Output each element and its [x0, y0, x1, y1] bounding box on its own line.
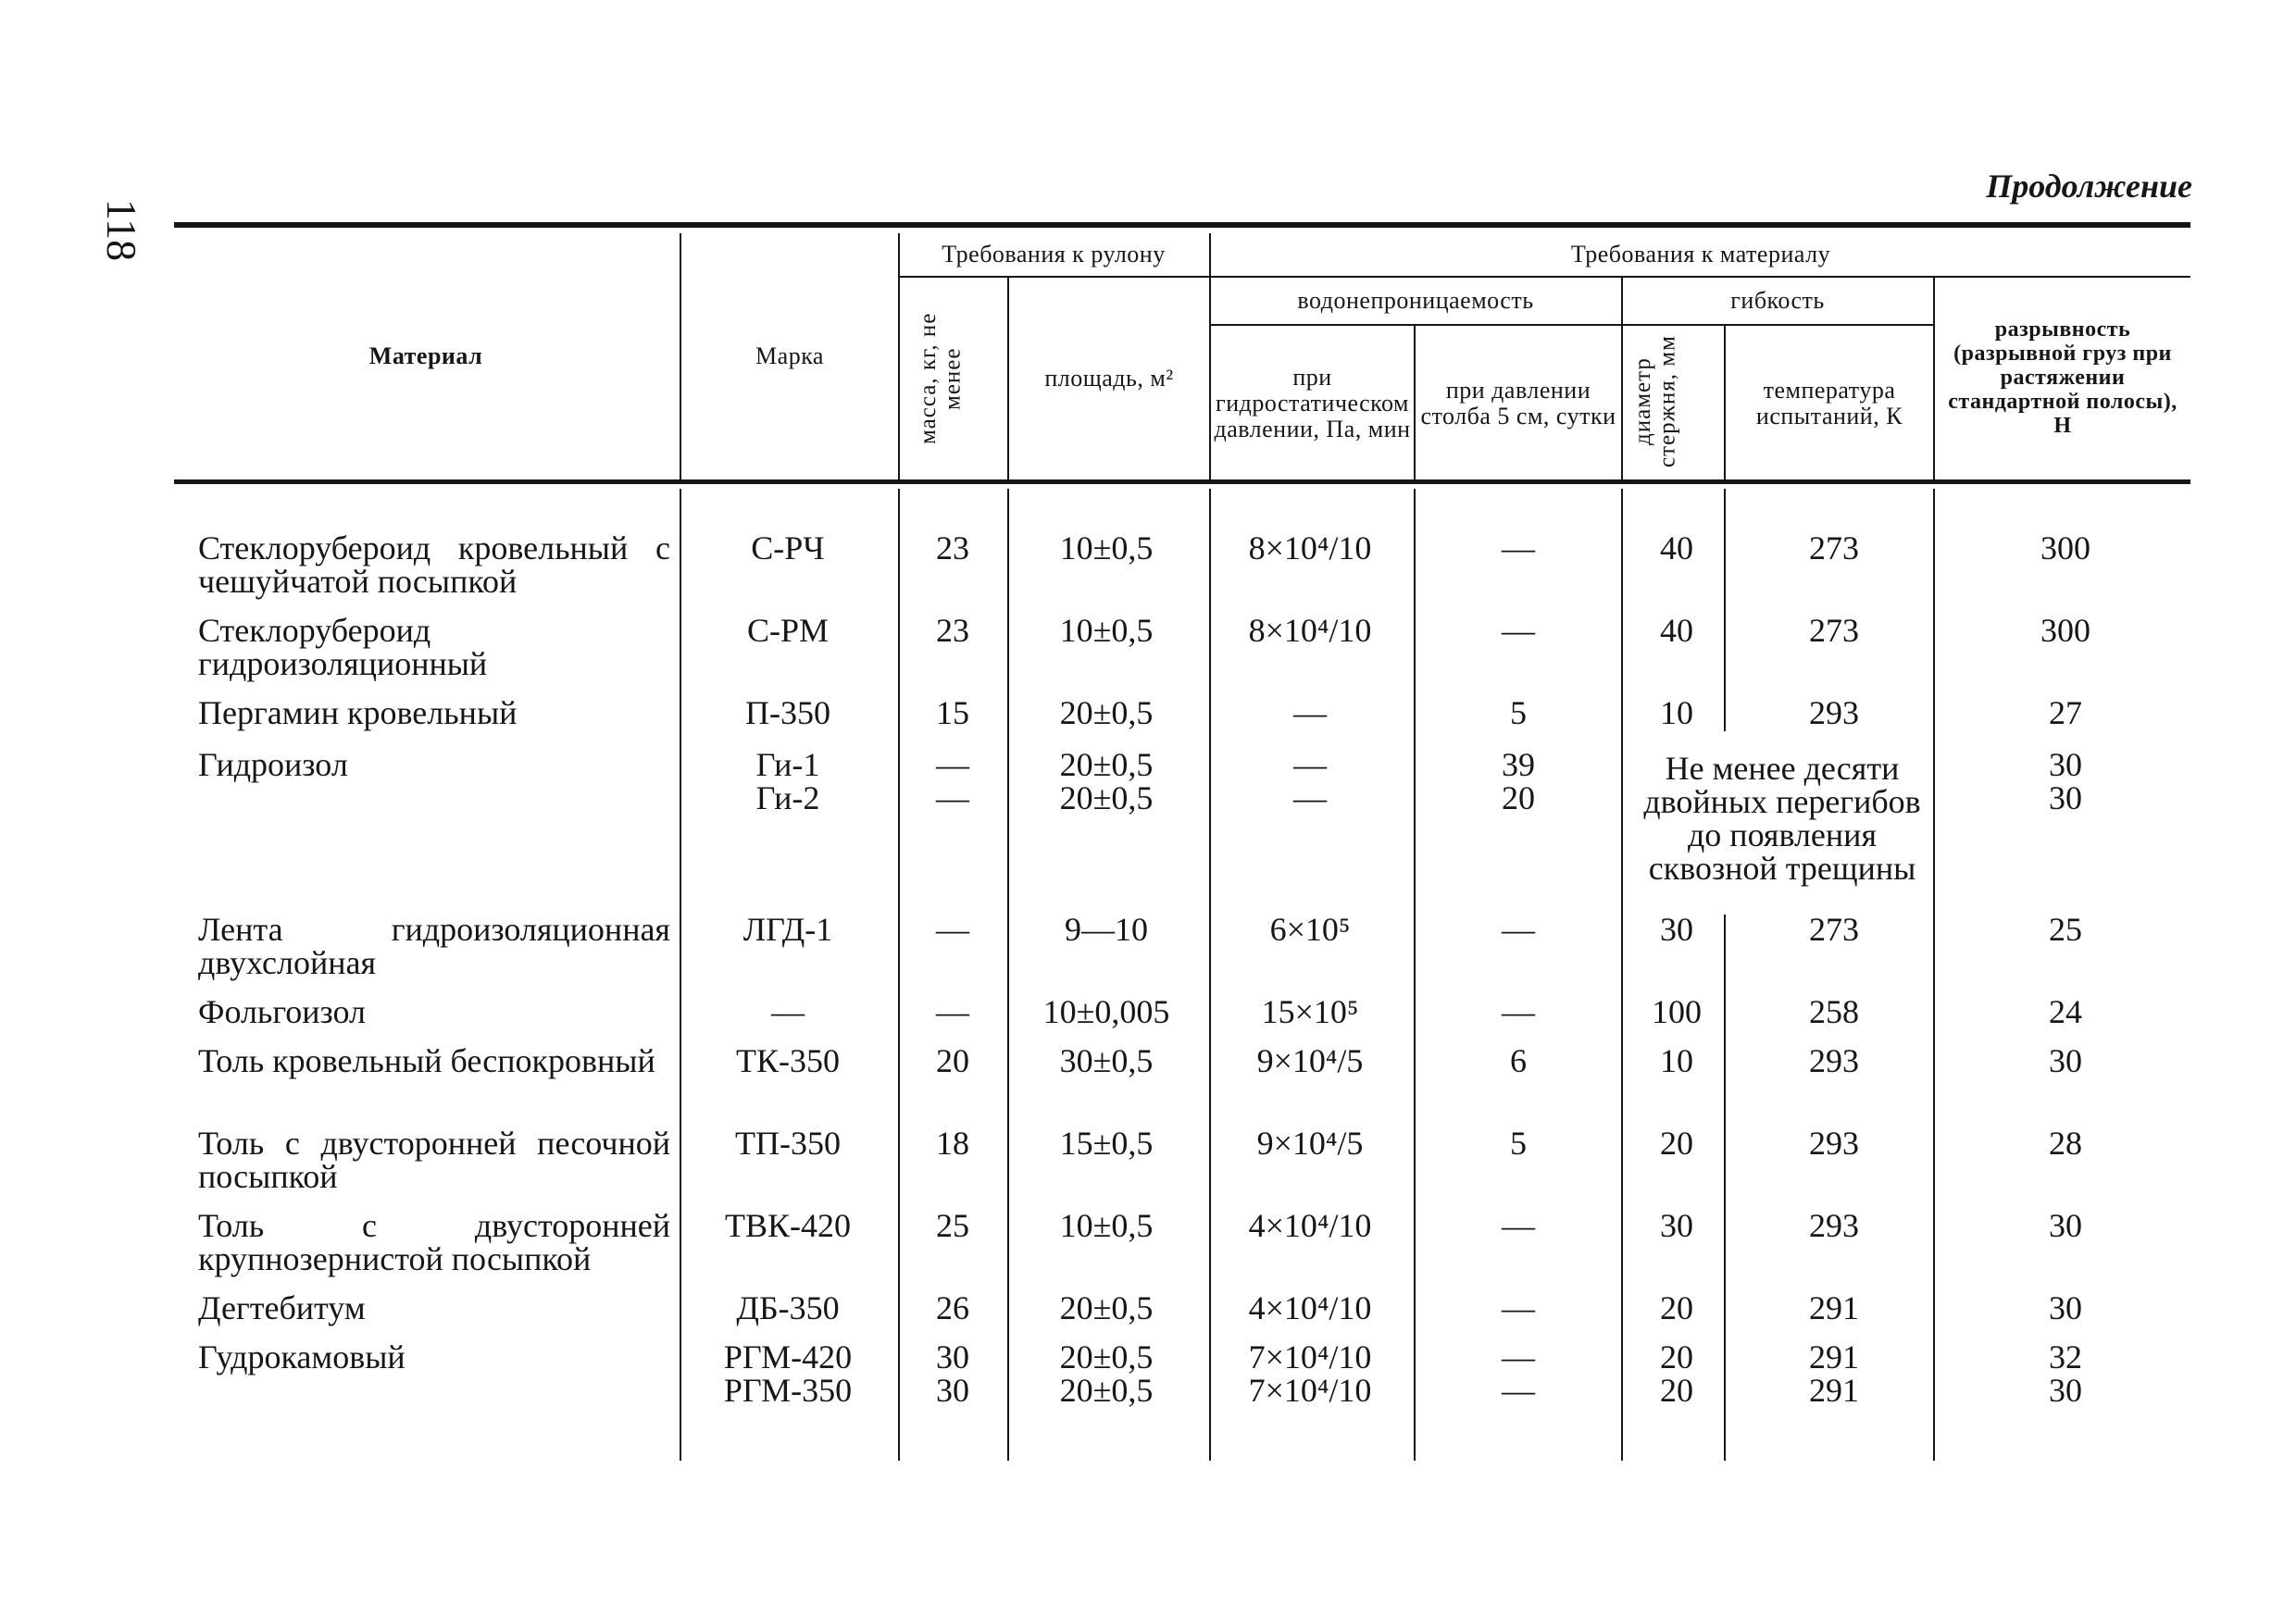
cell-mass: — — [936, 746, 969, 783]
cell-mass: — — [936, 779, 969, 816]
body-divider — [680, 489, 681, 1461]
cell-mark: С-РМ — [746, 612, 830, 649]
cell-material: Толь кровельный беспокровный — [198, 1042, 655, 1079]
body-divider — [1724, 489, 1726, 731]
cell-area: 30±0,5 — [1059, 1042, 1154, 1079]
header-divider — [1933, 278, 1935, 479]
cell-temperature: 291 — [1809, 1338, 1859, 1375]
cell-hydrostatic: 9×10⁴/5 — [1256, 1125, 1364, 1162]
cell-diameter: 100 — [1652, 993, 1702, 1030]
cell-column-pressure: 5 — [1510, 694, 1527, 731]
cell-diameter: 20 — [1660, 1125, 1693, 1162]
header-divider — [1724, 326, 1726, 479]
cell-column-pressure: — — [1502, 911, 1535, 948]
cell-mass: 30 — [936, 1372, 969, 1409]
header-flexibility: гибкость — [1730, 286, 1825, 314]
cell-mass: 23 — [936, 529, 969, 566]
cell-hydrostatic: 7×10⁴/10 — [1248, 1338, 1372, 1375]
cell-mark: ДБ-350 — [736, 1289, 840, 1326]
header-rod-diameter: диаметр стержня, мм — [1630, 335, 1680, 468]
cell-mark: — — [771, 993, 805, 1030]
cell-hydrostatic: — — [1293, 779, 1327, 816]
header-mark: Марка — [755, 342, 824, 369]
header-material-requirements: Требования к материалу — [1570, 240, 1831, 268]
cell-mass: — — [936, 911, 969, 948]
body-divider — [1621, 489, 1623, 1461]
header-divider — [680, 233, 681, 479]
cell-column-pressure: 5 — [1510, 1125, 1527, 1162]
cell-mass: 18 — [936, 1125, 969, 1162]
cell-temperature: 273 — [1809, 612, 1859, 649]
cell-mark: Ги-1 — [755, 746, 820, 783]
body-divider — [1414, 489, 1416, 1461]
cell-breaking: 300 — [2040, 529, 2090, 566]
cell-area: 10±0,5 — [1059, 1207, 1154, 1244]
cell-hydrostatic: 4×10⁴/10 — [1248, 1289, 1372, 1326]
cell-diameter: 10 — [1660, 1042, 1693, 1079]
cell-breaking: 30 — [2049, 1372, 2082, 1409]
cell-mark: Ги-2 — [755, 779, 820, 816]
cell-material: Стеклорубероид кровельный с чешуйчатой посыпкой — [198, 529, 670, 600]
cell-area: 20±0,5 — [1059, 1372, 1154, 1409]
cell-breaking: 300 — [2040, 612, 2090, 649]
cell-mark: ТК-350 — [736, 1042, 840, 1079]
cell-area: 15±0,5 — [1059, 1125, 1154, 1162]
cell-temperature: 291 — [1809, 1372, 1859, 1409]
cell-material: Гудрокамовый — [198, 1338, 406, 1375]
cell-mass: 26 — [936, 1289, 969, 1326]
header-area: площадь, м² — [1044, 364, 1174, 392]
cell-breaking: 32 — [2049, 1338, 2082, 1375]
cell-diameter: 10 — [1660, 694, 1693, 731]
cell-mark: РГМ-350 — [723, 1372, 853, 1409]
header-divider — [1621, 324, 1933, 326]
page-number: 118 — [98, 198, 146, 262]
cell-mass: 30 — [936, 1338, 969, 1375]
cell-area: 20±0,5 — [1059, 1289, 1154, 1326]
header-column-pressure: при давлении столба 5 см, сутки — [1420, 376, 1616, 429]
cell-column-pressure: 39 — [1502, 746, 1535, 783]
cell-column-pressure: — — [1502, 993, 1535, 1030]
cell-material: Фольгоизол — [198, 993, 366, 1030]
cell-diameter: 40 — [1660, 612, 1693, 649]
cell-column-pressure: — — [1502, 529, 1535, 566]
cell-diameter: 30 — [1660, 1207, 1693, 1244]
cell-area: 10±0,5 — [1059, 529, 1154, 566]
cell-mark: ТП-350 — [735, 1125, 841, 1162]
cell-hydrostatic: 15×10⁵ — [1261, 993, 1359, 1030]
header-divider — [1007, 278, 1009, 479]
cell-temperature: 291 — [1809, 1289, 1859, 1326]
cell-breaking: 30 — [2049, 1042, 2082, 1079]
header-roll-requirements: Требования к рулону — [942, 240, 1166, 268]
cell-mass: — — [936, 993, 969, 1030]
cell-column-pressure: — — [1502, 1372, 1535, 1409]
cell-diameter: 30 — [1660, 911, 1693, 948]
cell-column-pressure: — — [1502, 1338, 1535, 1375]
header-divider — [1414, 326, 1416, 479]
cell-diameter: 20 — [1660, 1372, 1693, 1409]
cell-area: 10±0,005 — [1042, 993, 1170, 1030]
cell-area: 20±0,5 — [1059, 779, 1154, 816]
cell-mass: 25 — [936, 1207, 969, 1244]
cell-temperature: 273 — [1809, 911, 1859, 948]
cell-temperature: 293 — [1809, 694, 1859, 731]
cell-column-pressure: — — [1502, 1289, 1535, 1326]
cell-area: 20±0,5 — [1059, 746, 1154, 783]
cell-temperature: 273 — [1809, 529, 1859, 566]
cell-breaking: 24 — [2049, 993, 2082, 1030]
cell-column-pressure: 20 — [1502, 779, 1535, 816]
cell-diameter: 40 — [1660, 529, 1693, 566]
cell-breaking: 30 — [2049, 1289, 2082, 1326]
header-breaking-strength: разрывность (разрывной груз при растяжении стандартной полосы), Н — [1948, 317, 2177, 438]
cell-material: Дегтебитум — [198, 1289, 366, 1326]
continuation-label: Продолжение — [1986, 168, 2192, 205]
header-material: Материал — [368, 342, 483, 369]
cell-mass: 23 — [936, 612, 969, 649]
body-divider — [1933, 489, 1935, 1461]
cell-hydrostatic: 4×10⁴/10 — [1248, 1207, 1372, 1244]
cell-mark: РГМ-420 — [723, 1338, 853, 1375]
cell-hydrostatic: — — [1293, 746, 1327, 783]
cell-mark: ЛГД-1 — [742, 911, 833, 948]
cell-hydrostatic: 7×10⁴/10 — [1248, 1372, 1372, 1409]
cell-hydrostatic: 9×10⁴/5 — [1256, 1042, 1364, 1079]
cell-hydrostatic: — — [1293, 694, 1327, 731]
header-waterproofness: водонепроницаемость — [1297, 286, 1534, 314]
cell-temperature: 258 — [1809, 993, 1859, 1030]
cell-breaking: 25 — [2049, 911, 2082, 948]
cell-temperature: 293 — [1809, 1125, 1859, 1162]
cell-column-pressure: — — [1502, 1207, 1535, 1244]
header-test-temperature: температура испытаний, К — [1755, 376, 1903, 429]
header-hydrostatic-pressure: при гидростатическом давлении, Па, мин — [1214, 363, 1411, 443]
cell-breaking: 30 — [2049, 779, 2082, 816]
cell-breaking: 27 — [2049, 694, 2082, 731]
cell-area: 20±0,5 — [1059, 1338, 1154, 1375]
cell-area: 9—10 — [1065, 911, 1148, 948]
cell-mark: С-РЧ — [751, 529, 825, 566]
cell-temperature: 293 — [1809, 1207, 1859, 1244]
cell-hydrostatic: 8×10⁴/10 — [1248, 529, 1372, 566]
cell-material: Лента гидроизоляционная двухслойная — [198, 911, 670, 981]
cell-mass: 20 — [936, 1042, 969, 1079]
cell-temperature: 293 — [1809, 1042, 1859, 1079]
cell-mass: 15 — [936, 694, 969, 731]
header-bottom-rule — [174, 479, 2190, 484]
cell-mark: ТВК-420 — [724, 1207, 851, 1244]
table-top-rule — [174, 222, 2190, 228]
cell-column-pressure: — — [1502, 612, 1535, 649]
cell-hydrostatic: 8×10⁴/10 — [1248, 612, 1372, 649]
cell-material: Толь с двусторонней крупнозернистой посыпкой — [198, 1207, 670, 1277]
cell-material: Гидроизол — [198, 746, 348, 783]
cell-area: 20±0,5 — [1059, 694, 1154, 731]
header-mass: масса, кг, не менее — [916, 312, 966, 445]
cell-mark: П-350 — [745, 694, 830, 731]
cell-column-pressure: 6 — [1510, 1042, 1527, 1079]
cell-breaking: 30 — [2049, 746, 2082, 783]
cell-material: Стеклорубероид гидроизоляционный — [198, 612, 488, 682]
cell-material: Толь с двусторонней песочной посыпкой — [198, 1125, 670, 1195]
cell-area: 10±0,5 — [1059, 612, 1154, 649]
cell-flexibility-note: Не менее десяти двойных перегибов до появления сквозной трещины — [1643, 750, 1921, 887]
cell-material: Пергамин кровельный — [198, 694, 518, 731]
cell-diameter: 20 — [1660, 1338, 1693, 1375]
cell-breaking: 30 — [2049, 1207, 2082, 1244]
cell-hydrostatic: 6×10⁵ — [1269, 911, 1351, 948]
cell-breaking: 28 — [2049, 1125, 2082, 1162]
cell-diameter: 20 — [1660, 1289, 1693, 1326]
